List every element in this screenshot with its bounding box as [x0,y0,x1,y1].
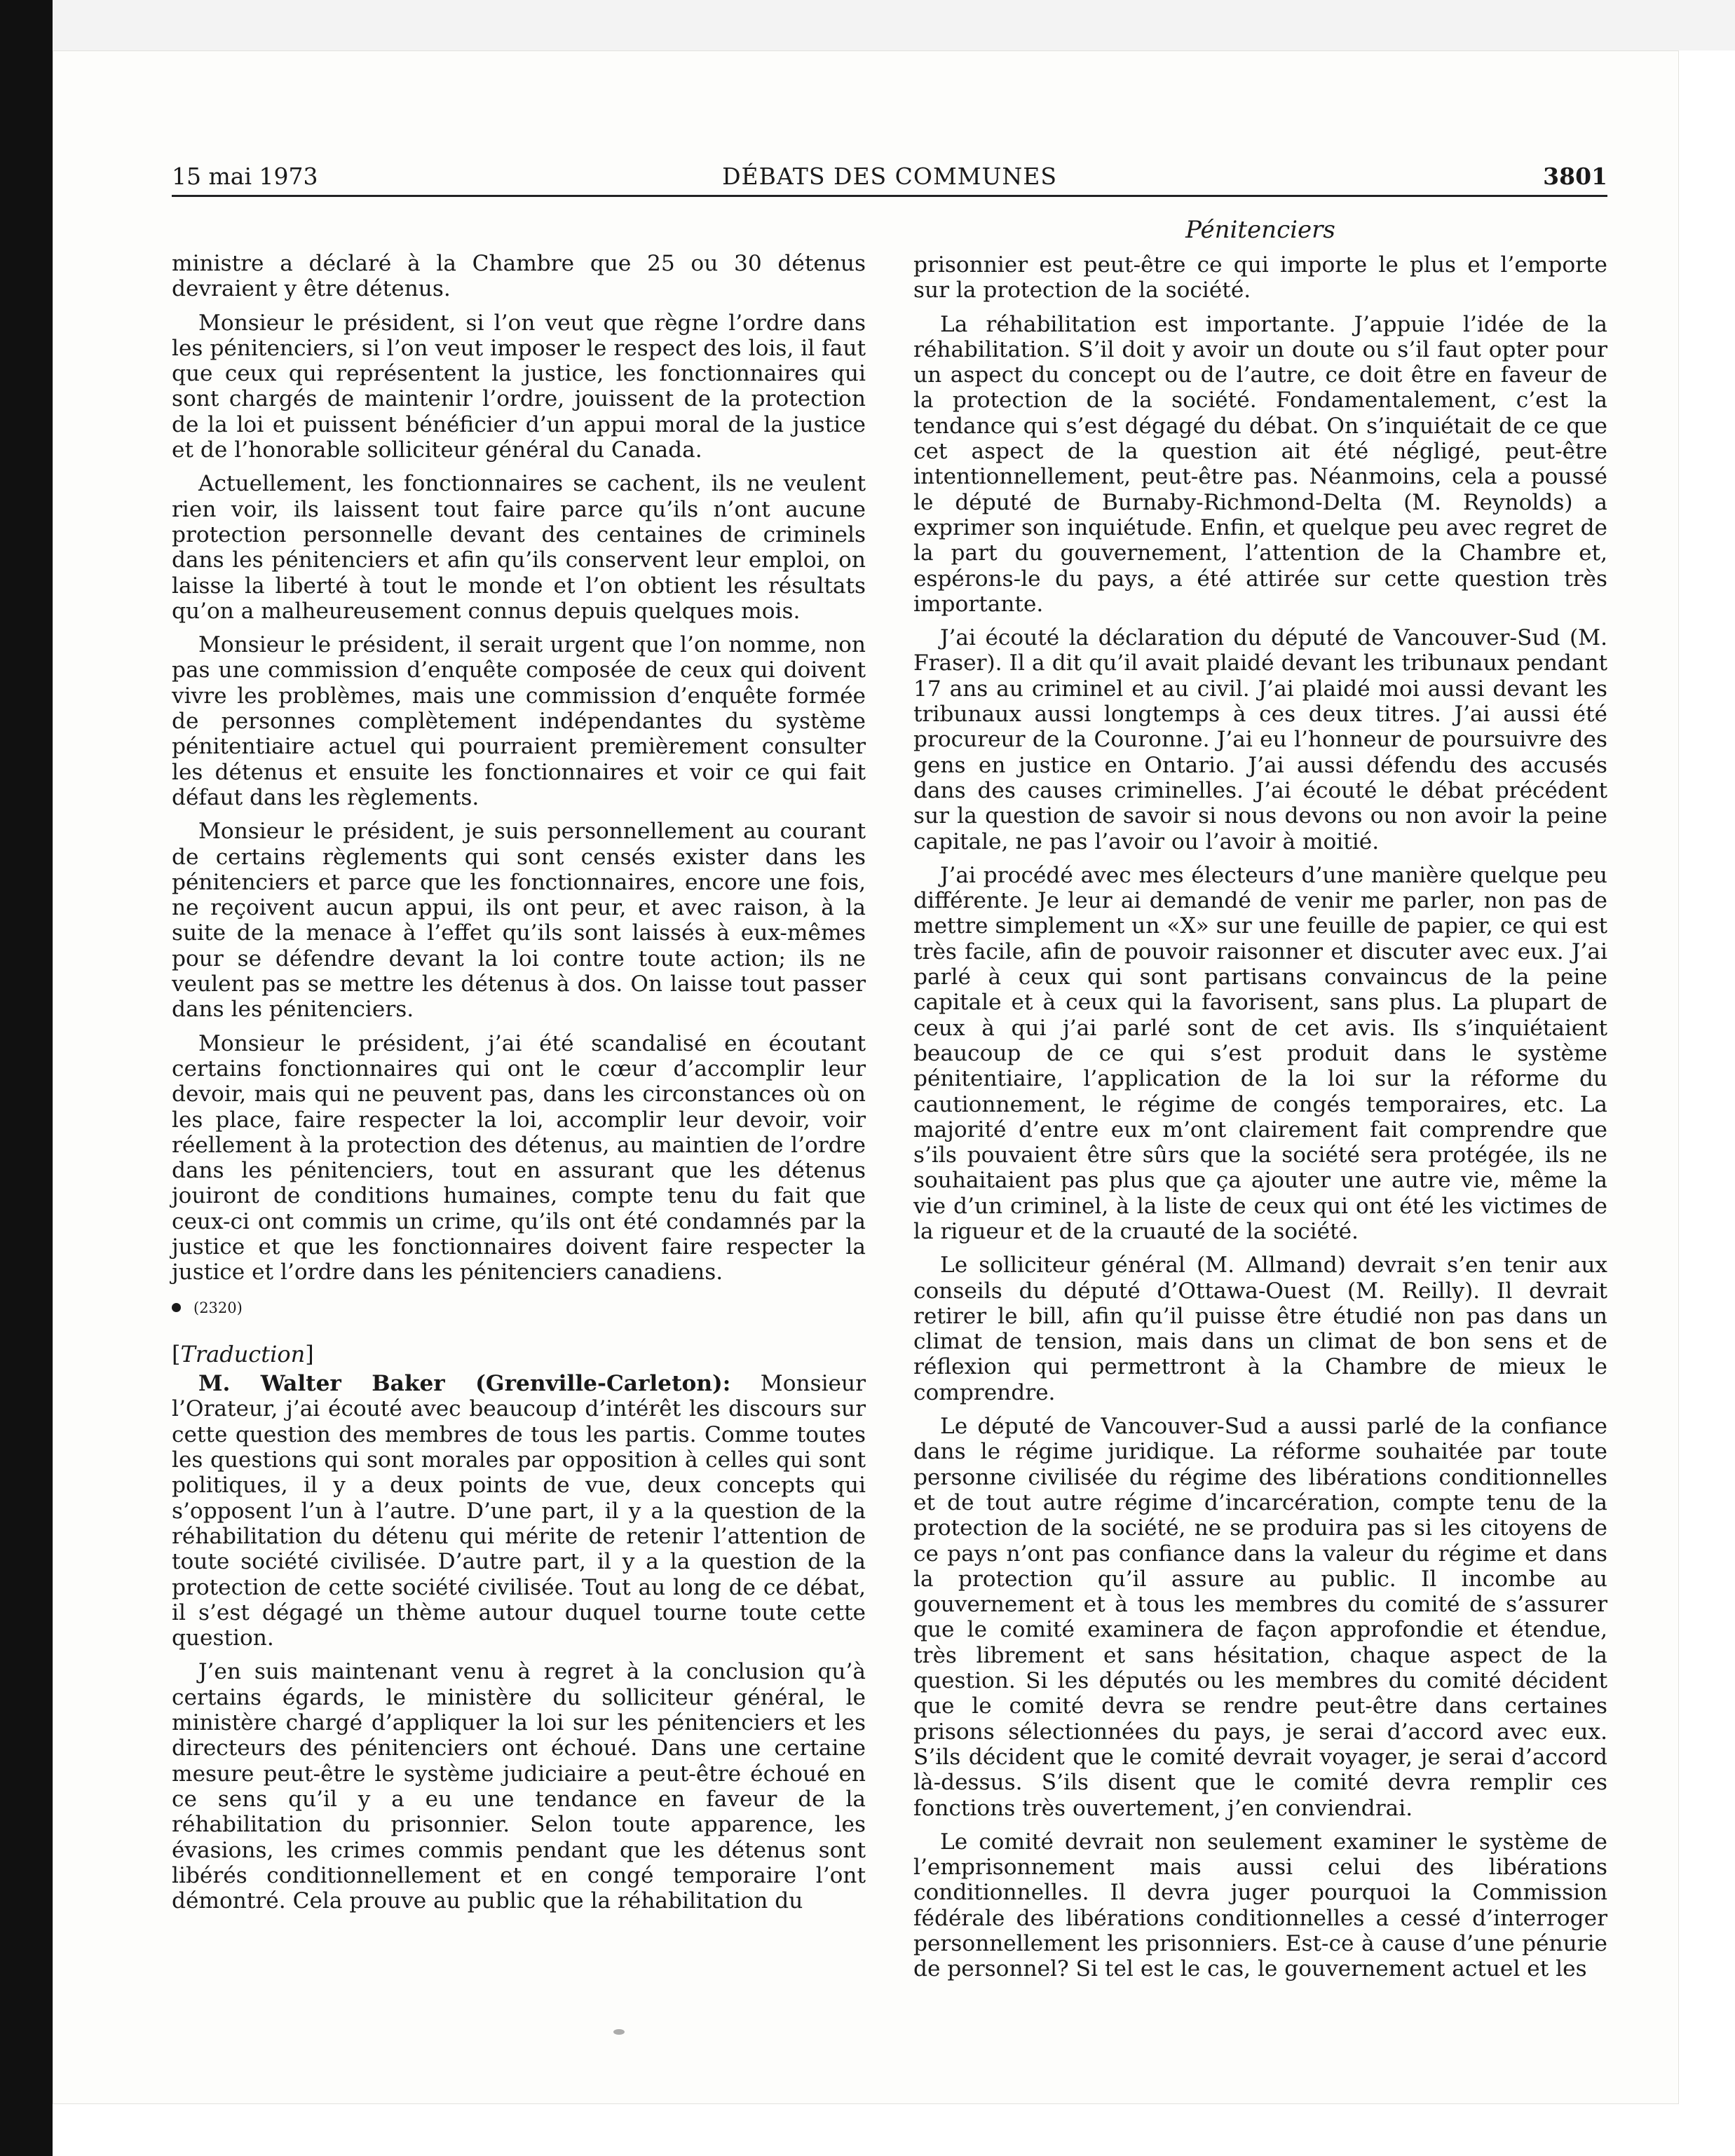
speaker-paragraph [172,1371,866,1651]
paragraph: Le comité devrait non seulement examiner le système de l’emprisonnement mais aussi celui des libérations conditionnelles. Il devra juger pourquoi la Commission fédérale des libérations conditionnelles a cessé d’interroger personnellement les prisonniers. Est-ce à cause d’une pénurie de personnel? Si tel est le cas, le gouvernement actuel et les [913,1829,1607,1982]
speaker-text: Monsieur l’Orateur, j’ai écouté avec beaucoup d’intérêt les discours sur cette question des membres de tous les partis. Comme toutes les questions qui sont morales par opposition à celles qui sont politiques, il y a deux points de vue, deux concepts qui s’opposent l’un à l’autre. D’une part, il y a la question de la réhabilitation du détenu qui mérite de retenir l’attention de toute société civilisée. D’autre part, il y a la question de la protection de cette société civilisée. Tout au long de ce débat, il s’est dégagé un thème autour duquel tourne toute cette question. [172,1371,866,1651]
translation-label-text: Traduction [180,1340,306,1367]
paragraph: La réhabilitation est importante. J’appuie l’idée de la réhabilitation. S’il doit y avoir un doute ou s’il faut opter pour un aspect du concept ou de l’autre, ce doit être en faveur de la protection de la société. Fondamentalement, c’est la tendance qui s’est dégagé du débat. On s’inquiétait de ce que cet aspect de la question ait été négligé, peut-être intentionnellement, peut-être pas. Néanmoins, cela a poussé le député de Burnaby-Richmond-Delta (M. Reynolds) a exprimer son inquiétude. Enfin, et quelque peu avec regret de la part du gouvernement, l’attention de la Chambre et, espérons-le du pays, a été attirée sur cette question très importante. [913,311,1607,617]
header-title: DÉBATS DES COMMUNES [722,163,1057,190]
speaker-name: M. Walter Baker (Grenville-Carleton): [198,1371,731,1397]
scan-smudge [613,2029,625,2035]
paragraph: Monsieur le président, il serait urgent que l’on nomme, non pas une commission d’enquête composée de ceux qui doivent vivre les problèmes, mais une commission d’enquête formée de personnes complètement indépendantes du système pénitentiaire actuel qui pourraient premièrement consulter les détenus et ensuite les fonctionnaires et voir ce qui fait défaut dans les règlements. [172,632,866,810]
paragraph: prisonnier est peut-être ce qui importe le plus et l’emporte sur la protection de la société. [913,252,1607,303]
paragraph: Le solliciteur général (M. Allmand) devrait s’en tenir aux conseils du député d’Ottawa-Ouest (M. Reilly). Il devrait retirer le bill, afin qu’il puisse être étudié non pas dans un climat de tension, mais dans un climat de bon sens et de réflexion qui permettront à la Chambre de mieux le comprendre. [913,1253,1607,1405]
paragraph: J’ai procédé avec mes électeurs d’une manière quelque peu différente. Je leur ai demandé de venir me parler, non pas de mettre simplement un «X» sur une feuille de papier, ce qui est très facile, afin de pouvoir raisonner et discuter avec eux. J’ai parlé à ceux qui sont partisans convaincus de la peine capitale et à ceux qui la favorisent, sans plus. La plupart de ceux à qui j’ai parlé sont de cet avis. Ils s’inquiétaient beaucoup de ce qui s’est produit dans le système pénitentiaire, l’application de la loi sur la réforme du cautionnement, le régime de congés temporaires, etc. La majorité d’entre eux m’ont clairement fait comprendre que s’ils pouvaient être sûrs que la société sera protégée, ils ne souhaitaient pas plus que ça ajouter une autre vie, même la vie d’un criminel, à la liste de ceux qui ont été les victimes de la rigueur et de la cruauté de la société. [913,862,1607,1244]
paragraph: Actuellement, les fonctionnaires se cachent, ils ne veulent rien voir, ils laissent tout faire parce qu’ils n’ont aucune protection personnelle devant des centaines de criminels dans les pénitenciers et afin qu’ils conservent leur emploi, on laisse la liberté à tout le monde et l’on obtient les résultats qu’on a malheureusement connus depuis quelques mois. [172,471,866,624]
paragraph: Le député de Vancouver-Sud a aussi parlé de la confiance dans le régime juridique. La réforme souhaitée par toute personne civilisée du régime des libérations conditionnelles et de tout autre régime d’incarcération, compte tenu de la protection de la société, ne se produira pas si les citoyens de ce pays n’ont pas confiance dans la valeur du régime et dans la protection qu’il assure au public. Il incombe au gouvernement et à tous les membres du comité de s’assurer que le comité examinera de façon approfondie et étendue, très librement et sans hésitation, chaque aspect de la question. Si les députés ou les membres du comité décident que le comité devra se rendre peut-être dans certaines prisons sélectionnées du pays, je serai d’accord avec eux. S’ils décident que le comité devrait voyager, je serai d’accord là-dessus. S’ils disent que le comité devra remplir ces fonctions très ouvertement, j’en conviendrai. [913,1414,1607,1821]
paragraph: Monsieur le président, je suis personnellement au courant de certains règlements qui sont censés exister dans les pénitenciers et parce que les fonctionnaires, encore une fois, ne reçoivent aucun appui, ils ont peur, et avec raison, à la suite de la menace à l’effet qu’ils sont laissés à eux-mêmes pour se défendre devant la loi contre toute action; ils ne veulent pas se mettre les détenus à dos. On laisse tout passer dans les pénitenciers. [172,819,866,1023]
right-column [913,217,1607,1991]
page-header [172,158,1607,197]
bullet-dot-icon [172,1303,181,1312]
section-title: Pénitenciers [1185,216,1335,244]
paragraph: Monsieur le président, si l’on veut que règne l’ordre dans les pénitenciers, si l’on veut imposer le respect des lois, il faut que ceux qui représentent la justice, les fonctionnaires qui sont chargés de maintenir l’ordre, jouissent de la protection de la loi et puissent bénéficier d’un appui moral de la justice et de l’honorable solliciteur général du Canada. [172,310,866,463]
scan-left-border [0,0,53,2156]
header-date: 15 mai 1973 [172,163,318,190]
translation-label: [Traduction] [172,1340,314,1367]
paragraph: ministre a déclaré à la Chambre que 25 ou 30 détenus devraient y être détenus. [172,251,866,302]
paragraph: Monsieur le président, j’ai été scandalisé en écoutant certains fonctionnaires qui ont le cœur d’accomplir leur devoir, mais qui ne peuvent pas, dans les circonstances où on les place, faire respecter la loi, accomplir leur devoir, voir réellement à la protection des détenus, au maintien de l’ordre dans les pénitenciers, tout en assurant que les détenus jouiront de conditions humaines, compte tenu du fait que ceux-ci ont commis un crime, qu’ils ont été condamnés par la justice et que les fonctionnaires doivent faire respecter la justice et l’ordre dans les pénitenciers canadiens. [172,1030,866,1285]
header-page-number: 3801 [1543,163,1607,190]
time-marker [172,1295,866,1321]
scan-top-margin [0,0,1735,50]
left-column [172,251,866,1922]
paragraph: J’en suis maintenant venu à regret à la conclusion qu’à certains égards, le ministère du solliciteur général, le ministère chargé d’appliquer la loi sur les pénitenciers et les directeurs des pénitenciers ont échoué. Dans une certaine mesure peut-être le système judiciaire a peut-être échoué en ce sens qu’il y a eu une tendance en faveur de la réhabilitation du prisonnier. Selon toute apparence, les évasions, les crimes commis pendant que les détenus sont libérés conditionnellement et en congé temporaire l’ont démontré. Cela prouve au public que la réhabilitation du [172,1659,866,1914]
paragraph: J’ai écouté la déclaration du député de Vancouver-Sud (M. Fraser). Il a dit qu’il avait plaidé devant les tribunaux pendant 17 ans au criminel et au civil. J’ai plaidé moi aussi devant les tribunaux aussi longtemps à ces deux titres. J’ai aussi été procureur de la Couronne. J’ai eu l’honneur de poursuivre des gens en justice en Ontario. J’ai aussi défendu des accusés dans des causes criminelles. J’ai écouté le débat précédent sur la question de savoir si nous devons ou non avoir la peine capitale, ne pas l’avoir ou l’avoir à moitié. [913,625,1607,854]
time-marker-text: (2320) [193,1299,243,1316]
